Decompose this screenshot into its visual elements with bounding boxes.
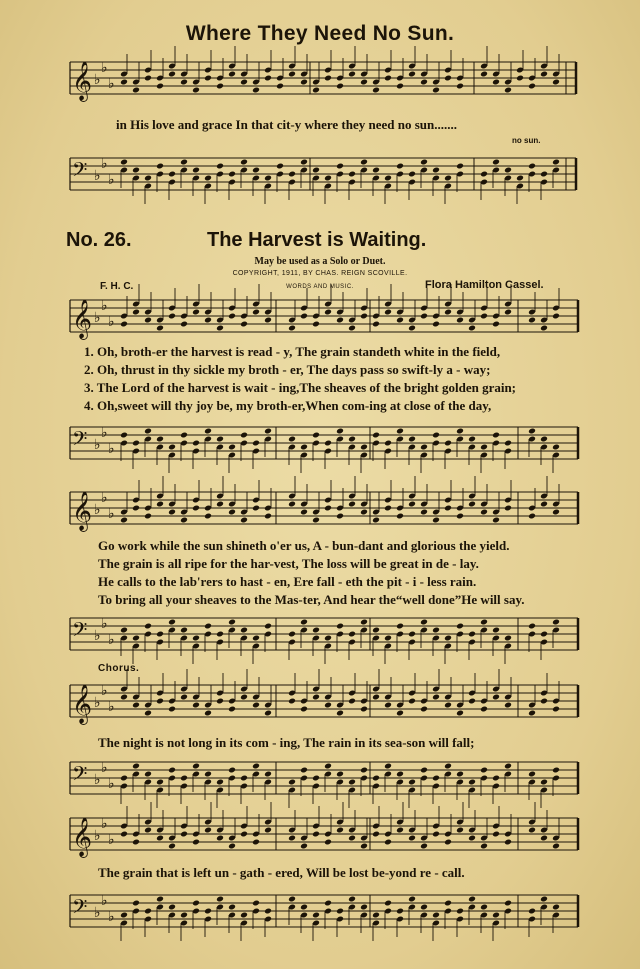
- staves: [70, 62, 578, 927]
- hymn-title: The Harvest is Waiting.: [207, 229, 427, 251]
- svg-text:♭: ♭: [108, 909, 115, 925]
- svg-text:♭: ♭: [101, 425, 108, 441]
- svg-text:♭: ♭: [94, 628, 101, 644]
- svg-text:𝄞: 𝄞: [72, 817, 93, 857]
- top-hymn-title: Where They Need No Sun.: [185, 22, 455, 45]
- svg-text:♭: ♭: [108, 832, 115, 848]
- svg-text:♭: ♭: [94, 905, 101, 921]
- svg-text:♭: ♭: [94, 310, 101, 326]
- svg-text:♭: ♭: [108, 441, 115, 457]
- svg-text:𝄢: 𝄢: [72, 158, 88, 186]
- svg-text:𝄢: 𝄢: [72, 895, 88, 923]
- verse-line: 3. The Lord of the harvest is wait - ing,The sheaves of the bright golden grain;: [84, 380, 517, 395]
- svg-text:♭: ♭: [94, 72, 101, 88]
- svg-text:𝄞: 𝄞: [72, 684, 93, 724]
- copyright-line: COPYRIGHT, 1911, BY CHAS. REIGN SCOVILLE.: [232, 270, 408, 277]
- svg-text:♭: ♭: [108, 76, 115, 92]
- chorus-line: The night is not long in its com - ing, The rain in its sea-son will fall;: [98, 735, 475, 750]
- verse-line: 2. Oh, thrust in thy sickle my broth - er, The days pass so swift-ly a - way;: [84, 362, 491, 377]
- svg-text:𝄞: 𝄞: [72, 61, 93, 101]
- svg-text:𝄞: 𝄞: [72, 299, 93, 339]
- svg-text:♭: ♭: [101, 298, 108, 314]
- svg-text:♭: ♭: [101, 760, 108, 776]
- svg-text:♭: ♭: [101, 490, 108, 506]
- svg-text:𝄢: 𝄢: [72, 427, 88, 455]
- top-hymn-lyric: in His love and grace In that cit-y where they need no sun.......: [116, 117, 458, 132]
- svg-text:♭: ♭: [94, 168, 101, 184]
- svg-text:♭: ♭: [101, 156, 108, 172]
- verse-line: 4. Oh,sweet will thy joy be, my broth-er,When com-ing at close of the day,: [84, 398, 492, 413]
- verse-line: The grain is all ripe for the har-vest, The loss will be great in de - lay.: [98, 556, 479, 571]
- verse-line: To bring all your sheaves to the Mas-ter, And hear the“well done”He will say.: [98, 592, 525, 607]
- chorus-label: Chorus.: [98, 663, 140, 674]
- verse-line: Go work while the sun shineth o'er us, A - bun-dant and glorious the yield.: [98, 538, 510, 553]
- svg-text:♭: ♭: [101, 60, 108, 76]
- rights-line: WORDS AND MUSIC.: [286, 284, 354, 290]
- svg-text:♭: ♭: [108, 172, 115, 188]
- svg-text:♭: ♭: [108, 506, 115, 522]
- svg-text:♭: ♭: [94, 502, 101, 518]
- usage-note: May be used as a Solo or Duet.: [254, 256, 386, 267]
- svg-text:♭: ♭: [94, 828, 101, 844]
- svg-text:𝄢: 𝄢: [72, 762, 88, 790]
- svg-text:♭: ♭: [101, 616, 108, 632]
- verse-line: 1. Oh, broth-er the harvest is read - y, The grain standeth white in the field,: [84, 344, 501, 359]
- svg-text:♭: ♭: [94, 437, 101, 453]
- chorus-line: The grain that is left un - gath - ered, Will be lost be-yond re - call.: [98, 865, 465, 880]
- composer-credit: F. H. C.: [100, 281, 134, 292]
- svg-text:♭: ♭: [94, 772, 101, 788]
- bass-annotation: no sun.: [512, 136, 541, 145]
- svg-text:♭: ♭: [101, 893, 108, 909]
- svg-text:♭: ♭: [94, 695, 101, 711]
- author-credit: Flora Hamilton Cassel.: [425, 279, 544, 291]
- hymn-number: No. 26.: [66, 229, 132, 251]
- svg-text:𝄞: 𝄞: [72, 491, 93, 531]
- verse-line: He calls to the lab'rers to hast - en, Ere fall - eth the pit - i - less rain.: [98, 574, 477, 589]
- svg-text:♭: ♭: [108, 632, 115, 648]
- svg-text:♭: ♭: [108, 776, 115, 792]
- svg-text:♭: ♭: [108, 314, 115, 330]
- svg-text:♭: ♭: [108, 699, 115, 715]
- svg-text:♭: ♭: [101, 683, 108, 699]
- svg-text:𝄢: 𝄢: [72, 618, 88, 646]
- notes: [120, 46, 560, 941]
- svg-text:♭: ♭: [101, 816, 108, 832]
